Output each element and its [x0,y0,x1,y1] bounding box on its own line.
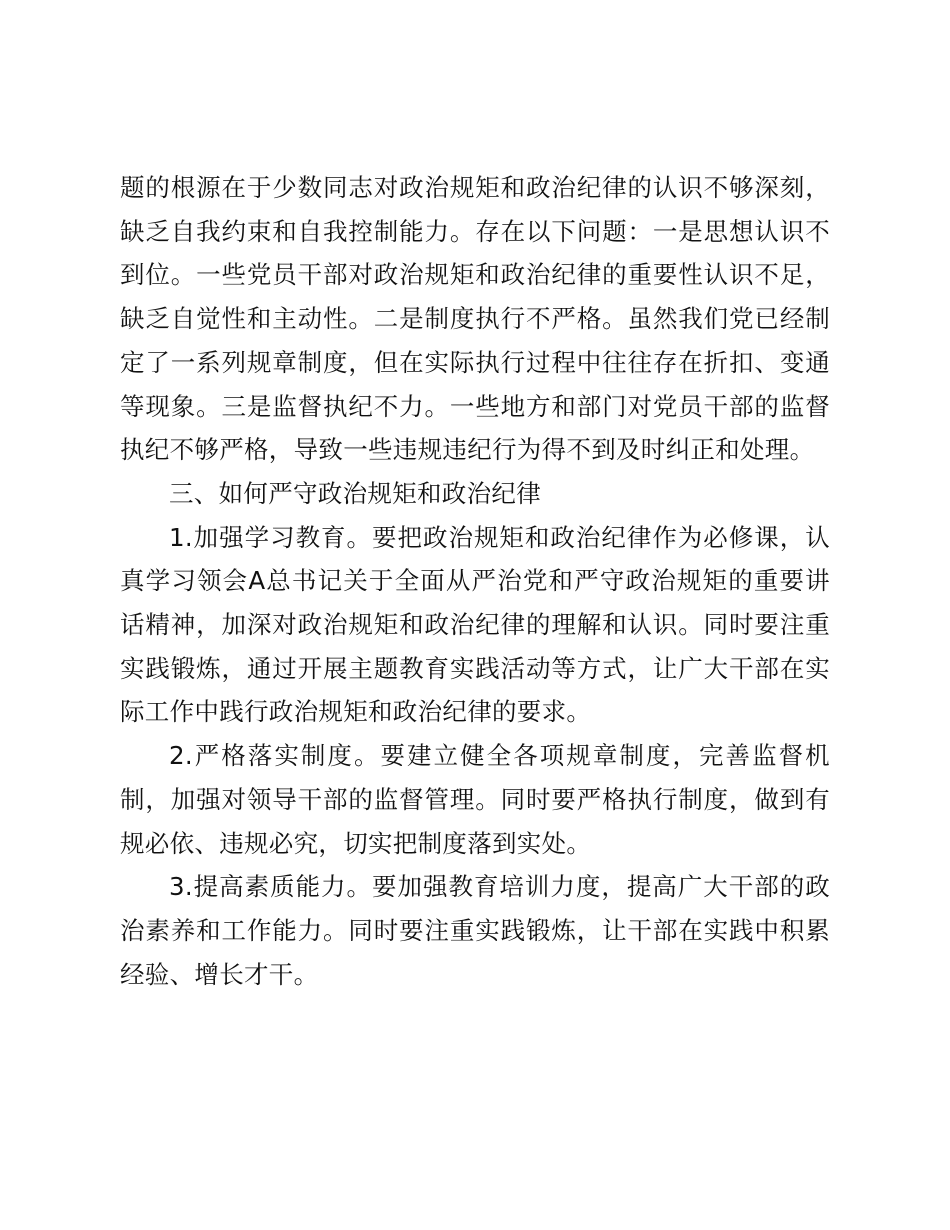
body-paragraph-continued: 题的根源在于少数同志对政治规矩和政治纪律的认识不够深刻，缺乏自我约束和自我控制能力。存在以下问题：一是思想认识不到位。一些党员干部对政治规矩和政治纪律的重要性认识不足，缺乏自觉性和主动性。二是制度执行不严格。虽然我们党已经制定了一系列规章制度，但在实际执行过程中往往存在折扣、变通等现象。三是监督执纪不力。一些地方和部门对党员干部的监督执纪不够严格，导致一些违规违纪行为得不到及时纠正和处理。 [120,173,830,465]
list-item-1-paragraph: 1.加强学习教育。要把政治规矩和政治纪律作为必修课，认真学习领会A总书记关于全面从严治党和严守政治规矩的重要讲话精神，加深对政治规矩和政治纪律的理解和认识。同时要注重实践锻炼，通过开展主题教育实践活动等方式，让广大干部在实际工作中践行政治规矩和政治纪律的要求。 [120,522,830,727]
list-item-2-paragraph: 2.严格落实制度。要建立健全各项规章制度，完善监督机制，加强对领导干部的监督管理。同时要严格执行制度，做到有规必依、违规必究，切实把制度落到实处。 [120,741,830,858]
document-body [120,166,830,996]
section-heading: 三、如何严守政治规矩和政治纪律 [169,478,541,508]
list-item-3-paragraph: 3.提高素质能力。要加强教育培训力度，提高广大干部的政治素养和工作能力。同时要注重实践锻炼，让干部在实践中积累经验、增长才干。 [120,872,830,989]
